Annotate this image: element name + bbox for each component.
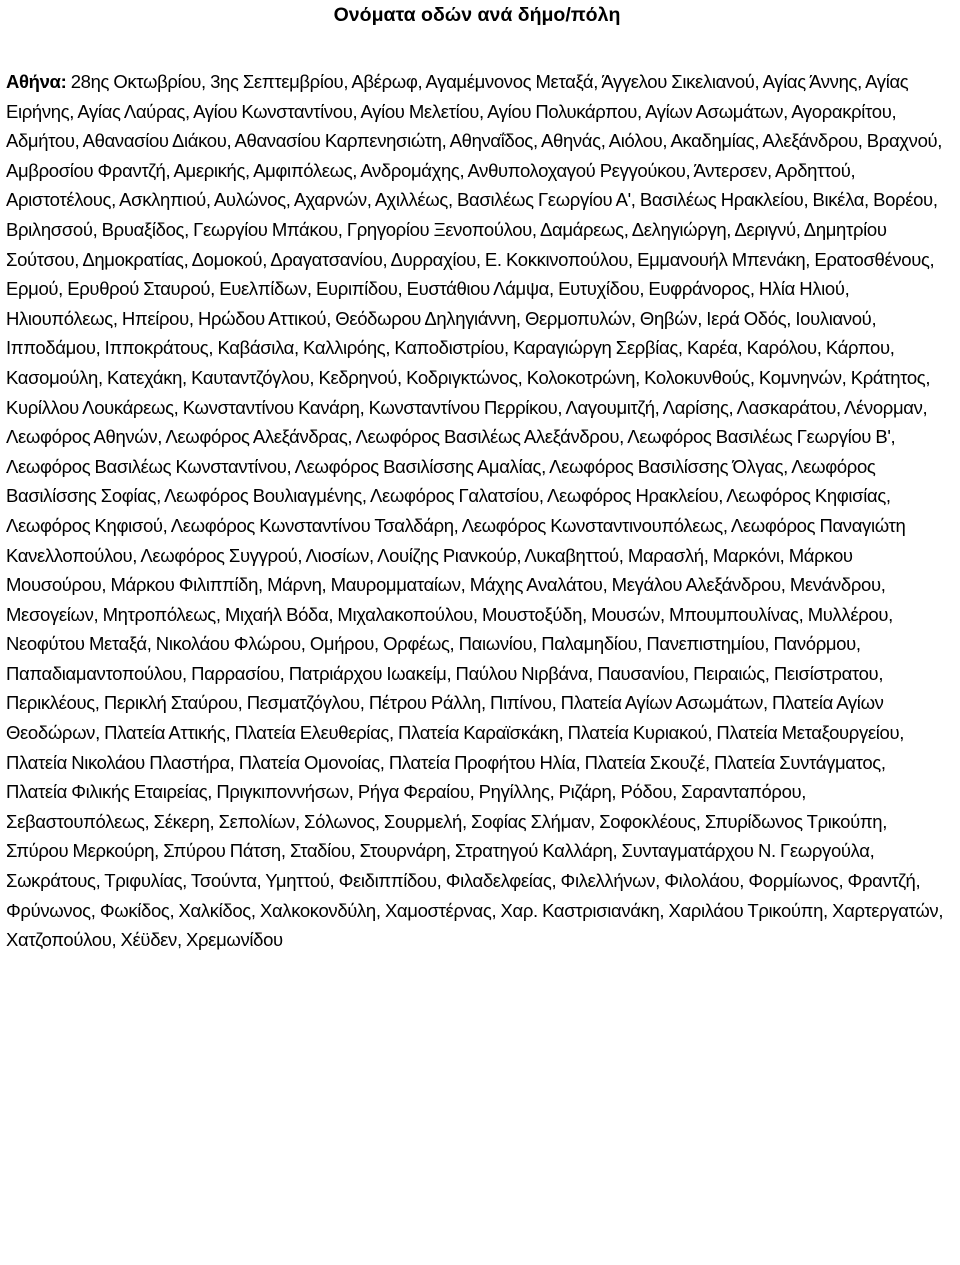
city-label: Αθήνα: — [6, 71, 67, 92]
city-section-athens — [6, 33, 948, 955]
document-title: Ονόματα οδών ανά δήμο/πόλη — [333, 4, 621, 26]
street-list: 28ης Οκτωβρίου, 3ης Σεπτεμβρίου, Αβέρωφ, Αγαμέμνονος Μεταξά, Άγγελου Σικελιανού, Αγίας Άννης, Αγίας Ειρήνης, Αγίας Λαύρας, Αγίου Κωνσταντίνου, Αγίου Μελετίου, Αγίου Πολυκάρπου, Αγίων Ασωμάτων, Αγορακρίτου, Αδμήτου, Αθανασίου Διάκου, Αθανασίου Καρπενησιώτη, Αθηναΐδος, Αθηνάς, Αιόλου, Ακαδημίας, Αλεξάνδρου, Βραχνού, Αμβροσίου Φραντζή, Αμερικής, Αμφιπόλεως, Ανδρομάχης, Ανθυπολοχαγού Ρεγγούκου, Άντερσεν, Αρδηττού, Αριστοτέλους, Ασκληπιού, Αυλώνος, Αχαρνών, Αχιλλέως, Βασιλέως Γεωργίου Α', Βασιλέως Ηρακλείου, Βικέλα, Βορέου, Βριλησσού, Βρυαξίδος, Γεωργίου Μπάκου, Γρηγορίου Ξενοπούλου, Δαμάρεως, Δεληγιώργη, Δεριγνύ, Δημητρίου Σούτσου, Δημοκρατίας, Δομοκού, Δραγατσανίου, Δυρραχίου, Ε. Κοκκινοπούλου, Εμμανουήλ Μπενάκη, Ερατοσθένους, Ερμού, Ερυθρού Σταυρού, Ευελπίδων, Ευριπίδου, Ευστάθιου Λάμψα, Ευτυχίδου, Ευφράνορος, Ηλία Ηλιού, Ηλιουπόλεως, Ηπείρου, Ηρώδου Αττικού, Θεόδωρου Δηληγιάννη, Θερμοπυλών, Θηβών, Ιερά Οδός, Ιουλιανού, Ιπποδάμου, Ιπποκράτους, Καβάσιλα, Καλλιρόης, Καποδιστρίου, Καραγιώργη Σερβίας, Καρέα, Καρόλου, Κάρπου, Κασομούλη, Κατεχάκη, Καυταντζόγλου, Κεδρηνού, Κοδριγκτώνος, Κολοκοτρώνη, Κολοκυνθούς, Κομνηνών, Κράτητος, Κυρίλλου Λουκάρεως, Κωνσταντίνου Κανάρη, Κωνσταντίνου Περρίκου, Λαγουμιτζή, Λαρίσης, Λασκαράτου, Λένορμαν, Λεωφόρος Αθηνών, Λεωφόρος Αλεξάνδρας, Λεωφόρος Βασιλέως Αλεξάνδρου, Λεωφόρος Βασιλέως Γεωργίου Β', Λεωφόρος Βασιλέως Κωνσταντίνου, Λεωφόρος Βασιλίσσης Αμαλίας, Λεωφόρος Βασιλίσσης Όλγας, Λεωφόρος Βασιλίσσης Σοφίας, Λεωφόρος Βουλιαγμένης, Λεωφόρος Γαλατσίου, Λεωφόρος Ηρακλείου, Λεωφόρος Κηφισίας, Λεωφόρος Κηφισού, Λεωφόρος Κωνσταντίνου Τσαλδάρη, Λεωφόρος Κωνσταντινουπόλεως, Λεωφόρος Παναγιώτη Κανελλοπούλου, Λεωφόρος Συγγρού, Λιοσίων, Λουίζης Ριανκούρ, Λυκαβηττού, Μαρασλή, Μαρκόνι, Μάρκου Μουσούρου, Μάρκου Φιλιππίδη, Μάρνη, Μαυρομματαίων, Μάχης Αναλάτου, Μεγάλου Αλεξάνδρου, Μενάνδρου, Μεσογείων, Μητροπόλεως, Μιχαήλ Βόδα, Μιχαλακοπούλου, Μουστοξύδη, Μουσών, Μπουμπουλίνας, Μυλλέρου, Νεοφύτου Μεταξά, Νικολάου Φλώρου, Ομήρου, Ορφέως, Παιωνίου, Παλαμηδίου, Πανεπιστημίου, Πανόρμου, Παπαδιαμαντοπούλου, Παρρασίου, Πατριάρχου Ιωακείμ, Παύλου Νιρβάνα, Παυσανίου, Πειραιώς, Πεισίστρατου, Περικλέους, Περικλή Σταύρου, Πεσματζόγλου, Πέτρου Ράλλη, Πιπίνου, Πλατεία Αγίων Ασωμάτων, Πλατεία Αγίων Θεοδώρων, Πλατεία Αττικής, Πλατεία Ελευθερίας, Πλατεία Καραϊσκάκη, Πλατεία Κυριακού, Πλατεία Μεταξουργείου, Πλατεία Νικολάου Πλαστήρα, Πλατεία Ομονοίας, Πλατεία Προφήτου Ηλία, Πλατεία Σκουζέ, Πλατεία Συντάγματος, Πλατεία Φιλικής Εταιρείας, Πριγκιποννήσων, Ρήγα Φεραίου, Ρηγίλλης, Ριζάρη, Ρόδου, Σαρανταπόρου, Σεβαστουπόλεως, Σέκερη, Σεπολίων, Σόλωνος, Σουρμελή, Σοφίας Σλήμαν, Σοφοκλέους, Σπυρίδωνος Τρικούπη, Σπύρου Μερκούρη, Σπύρου Πάτση, Σταδίου, Στουρνάρη, Στρατηγού Καλλάρη, Συνταγματάρχου Ν. Γεωργούλα, Σωκράτους, Τριφυλίας, Τσούντα, Υμηττού, Φειδιππίδου, Φιλαδελφείας, Φιλελλήνων, Φιλολάου, Φορμίωνος, Φραντζή, Φρύνωνος, Φωκίδος, Χαλκίδος, Χαλκοκονδύλη, Χαμοστέρνας, Χαρ. Καστρισιανάκη, Χαριλάου Τρικούπη, Χαρτεργατών, Χατζοπούλου, Χέϋδεν, Χρεμωνίδου — [6, 71, 944, 951]
